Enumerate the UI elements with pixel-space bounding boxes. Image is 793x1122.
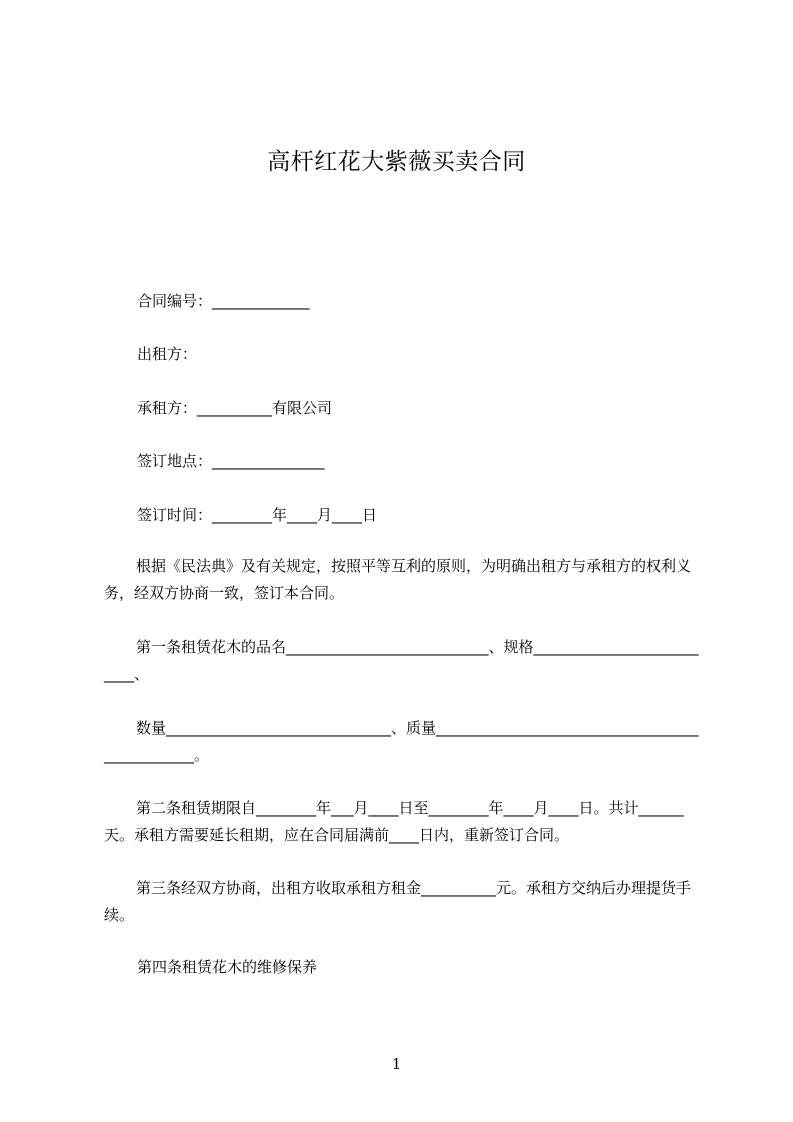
- article-1-quantity-paragraph: 数量______________________________、质量_______________________________________________。: [104, 719, 699, 764]
- signing-place-field: 签订地点：_______________: [137, 452, 325, 470]
- signing-date-field: 签订时间：________年____月____日: [137, 506, 378, 524]
- lessor-field: 出租方：: [137, 345, 198, 363]
- lessee-field: 承租方：__________有限公司: [137, 399, 333, 417]
- article-4-heading: 第四条租赁花木的维修保养: [137, 958, 318, 976]
- document-title: 高杆红花大紫薇买卖合同: [267, 149, 526, 175]
- page-number: 1: [391, 1055, 402, 1073]
- article-2-paragraph: 第二条租赁期限自________年___月____日至________年____月____日。共计______天。承租方需要延长租期，应在合同届满前____日内，重新签订合同。: [104, 799, 684, 844]
- article-1-paragraph: 第一条租赁花木的品名___________________________、规格__________________________、: [104, 638, 699, 683]
- preamble-paragraph: 根据《民法典》及有关规定，按照平等互利的原则，为明确出租方与承租方的权利义务，经双方协商一致，签订本合同。: [104, 557, 692, 602]
- article-3-paragraph: 第三条经双方协商，出租方收取承租方租金__________元。承租方交纳后办理提货手续。: [104, 879, 692, 924]
- contract-number-field: 合同编号：_____________: [137, 292, 310, 310]
